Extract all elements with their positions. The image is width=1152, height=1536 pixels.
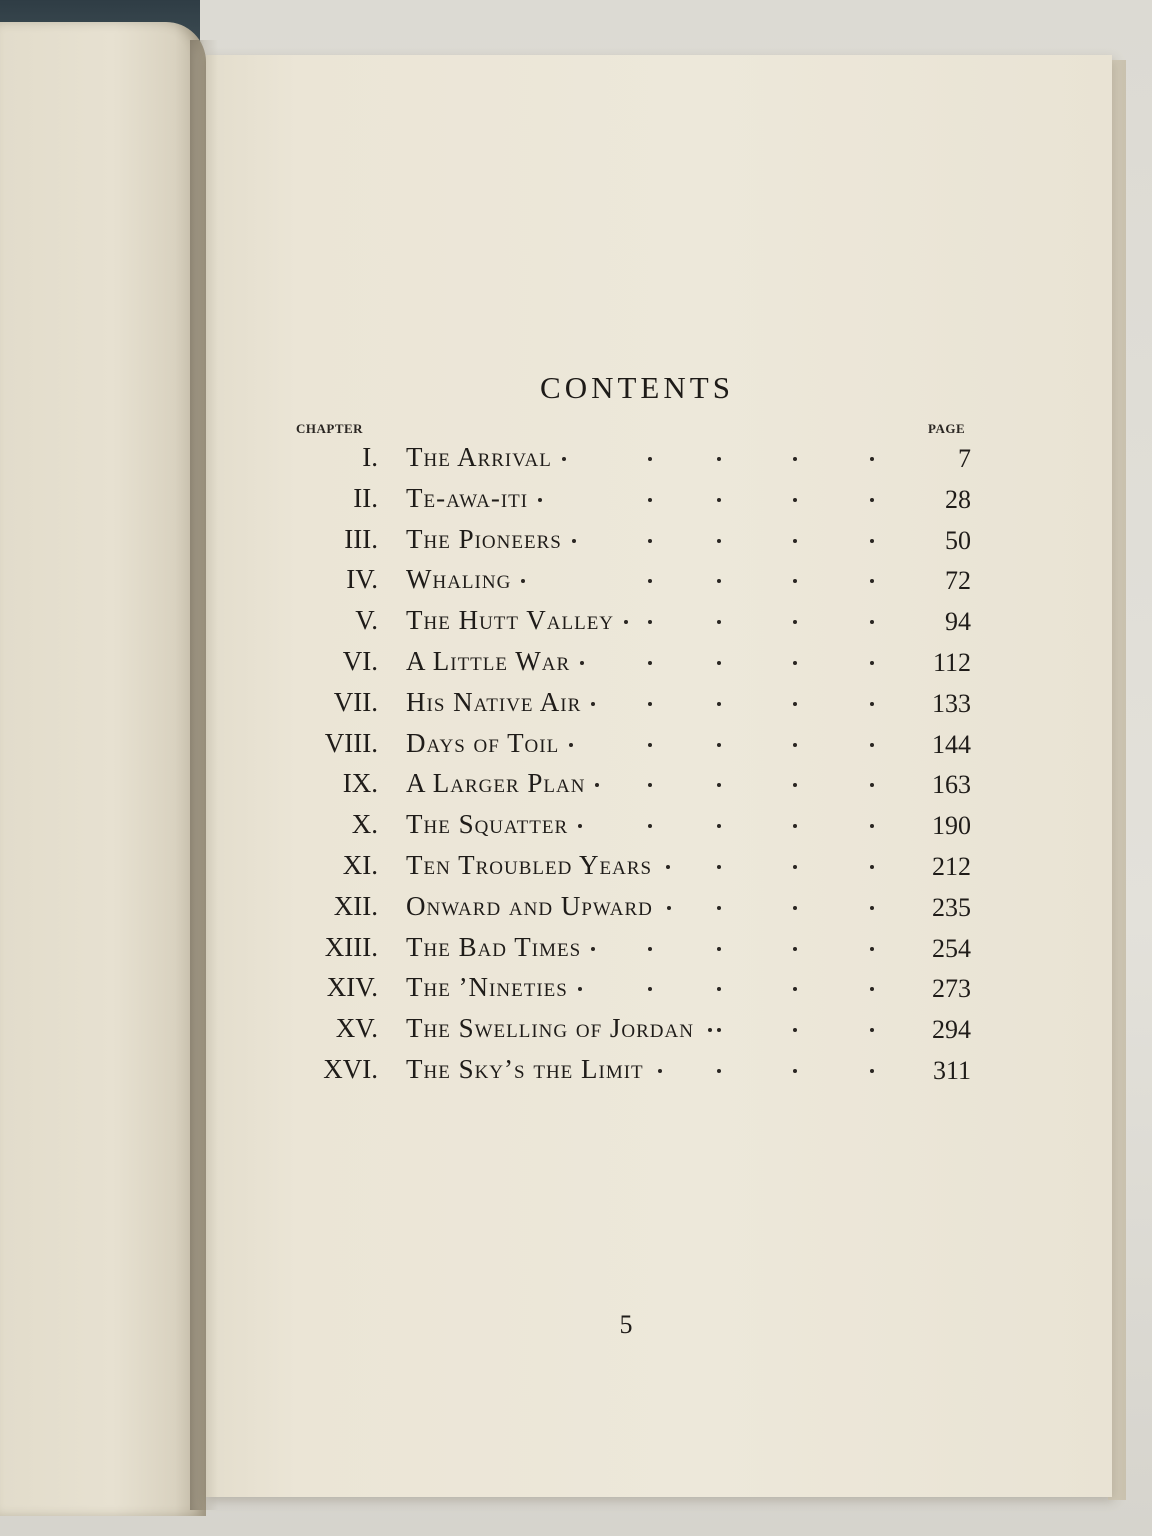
dot-leader — [717, 906, 721, 910]
dot-leader — [717, 783, 721, 787]
dot-leader — [667, 906, 671, 910]
chapter-title: The Squatter — [406, 809, 569, 840]
chapter-title: A Little War — [406, 645, 571, 676]
chapter-page: 50 — [945, 525, 971, 555]
chapter-title: Onward and Upward — [406, 890, 653, 921]
dot-leader — [569, 743, 573, 747]
dot-leader — [870, 620, 874, 624]
dot-leader — [870, 702, 874, 706]
chapter-page: 94 — [945, 607, 971, 637]
toc-entry — [0, 724, 1152, 765]
dot-leader — [793, 947, 797, 951]
chapter-page: 7 — [958, 444, 971, 473]
chapter-number: II. — [353, 482, 378, 513]
toc-entry — [0, 846, 1152, 887]
toc-entry — [0, 805, 1152, 846]
dot-leader — [648, 457, 652, 461]
toc-entry — [0, 1009, 1152, 1050]
dot-leader — [870, 661, 874, 665]
dot-leader — [870, 906, 874, 910]
dot-leader — [717, 824, 721, 828]
dot-leader — [870, 457, 874, 461]
chapter-title: Ten Troubled Years — [406, 849, 653, 880]
chapter-title: Days of Toil — [406, 727, 560, 758]
dot-leader — [624, 620, 628, 624]
dot-leader — [793, 824, 797, 828]
toc-entry — [0, 438, 1152, 479]
dot-leader — [717, 743, 721, 747]
chapter-number: XII. — [333, 890, 378, 921]
dot-leader — [591, 947, 595, 951]
toc-entry — [0, 479, 1152, 520]
chapter-title: The Hutt Valley — [406, 605, 615, 636]
toc-entry — [0, 601, 1152, 642]
dot-leader — [658, 1069, 662, 1073]
chapter-title: A Larger Plan — [406, 768, 586, 799]
chapter-page: 28 — [945, 484, 971, 514]
toc-entry — [0, 683, 1152, 724]
chapter-number: IX. — [342, 768, 378, 799]
chapter-page: 190 — [932, 811, 971, 841]
dot-leader — [870, 865, 874, 869]
dot-leader — [793, 783, 797, 787]
toc-entry — [0, 764, 1152, 805]
dot-leader — [793, 661, 797, 665]
chapter-page: 235 — [932, 892, 971, 922]
chapter-number: V. — [355, 605, 378, 636]
chapter-page: 311 — [932, 1055, 971, 1085]
chapter-number: I. — [362, 442, 378, 472]
dot-leader — [717, 620, 721, 624]
chapter-number: VIII. — [324, 727, 378, 758]
dot-leader — [870, 1028, 874, 1032]
toc-entry — [0, 642, 1152, 683]
chapter-number: XIII. — [324, 931, 378, 962]
dot-leader — [717, 661, 721, 665]
contents-title: CONTENTS — [540, 370, 734, 405]
toc-entry — [0, 928, 1152, 969]
toc-entry — [0, 968, 1152, 1009]
dot-leader — [648, 661, 652, 665]
dot-leader — [648, 539, 652, 543]
dot-leader — [595, 783, 599, 787]
chapter-number: XVI. — [323, 1053, 378, 1084]
chapter-page: 112 — [932, 647, 971, 677]
chapter-page: 212 — [932, 851, 971, 881]
chapter-title: The Pioneers — [406, 523, 562, 554]
dot-leader — [717, 498, 721, 502]
chapter-page: 133 — [932, 688, 971, 718]
dot-leader — [717, 1069, 721, 1073]
dot-leader — [717, 1028, 721, 1032]
dot-leader — [870, 1069, 874, 1073]
dot-leader — [793, 987, 797, 991]
dot-leader — [580, 661, 584, 665]
chapter-page: 72 — [945, 566, 971, 596]
dot-leader — [793, 620, 797, 624]
dot-leader — [717, 579, 721, 583]
dot-leader — [648, 783, 652, 787]
dot-leader — [793, 579, 797, 583]
dot-leader — [538, 498, 542, 502]
chapter-title: The Swelling of Jordan — [406, 1013, 694, 1044]
chapter-number: VII. — [333, 686, 378, 717]
dot-leader — [717, 457, 721, 461]
dot-leader — [648, 743, 652, 747]
dot-leader — [717, 947, 721, 951]
dot-leader — [870, 579, 874, 583]
dot-leader — [578, 987, 582, 991]
dot-leader — [793, 498, 797, 502]
dot-leader — [708, 1028, 712, 1032]
chapter-page: 273 — [932, 974, 971, 1004]
dot-leader — [793, 539, 797, 543]
dot-leader — [648, 824, 652, 828]
chapter-page: 144 — [932, 729, 971, 759]
dot-leader — [717, 702, 721, 706]
dot-leader — [793, 1069, 797, 1073]
chapter-title: The Arrival — [406, 442, 552, 472]
dot-leader — [648, 620, 652, 624]
chapter-number: X. — [351, 809, 378, 840]
dot-leader — [793, 865, 797, 869]
chapter-title: His Native Air — [406, 686, 582, 717]
chapter-number: IV. — [346, 564, 378, 595]
dot-leader — [648, 579, 652, 583]
dot-leader — [793, 457, 797, 461]
chapter-column-header: CHAPTER — [296, 421, 364, 436]
toc-entry — [0, 887, 1152, 928]
table-of-contents — [0, 438, 1152, 1091]
toc-entry — [0, 560, 1152, 601]
chapter-number: XI. — [342, 849, 378, 880]
dot-leader — [648, 498, 652, 502]
dot-leader — [562, 457, 566, 461]
page-column-header: PAGE — [928, 421, 966, 436]
dot-leader — [793, 743, 797, 747]
chapter-page: 254 — [932, 933, 971, 963]
dot-leader — [793, 1028, 797, 1032]
dot-leader — [591, 702, 595, 706]
dot-leader — [793, 702, 797, 706]
dot-leader — [666, 865, 670, 869]
chapter-page: 163 — [932, 770, 971, 800]
dot-leader — [870, 539, 874, 543]
dot-leader — [578, 824, 582, 828]
chapter-title: Whaling — [406, 564, 512, 595]
dot-leader — [648, 947, 652, 951]
dot-leader — [648, 702, 652, 706]
chapter-title: The Sky’s the Limit — [406, 1053, 644, 1084]
dot-leader — [870, 824, 874, 828]
dot-leader — [521, 579, 525, 583]
dot-leader — [572, 539, 576, 543]
chapter-page: 294 — [932, 1015, 971, 1045]
dot-leader — [870, 498, 874, 502]
chapter-title: Te-awa-iti — [406, 482, 529, 513]
chapter-number: XV. — [335, 1013, 378, 1044]
dot-leader — [717, 539, 721, 543]
toc-entry — [0, 1050, 1152, 1091]
chapter-number: III. — [344, 523, 378, 554]
page-number: 5 — [619, 1310, 633, 1339]
chapter-number: VI. — [342, 645, 378, 676]
dot-leader — [870, 987, 874, 991]
dot-leader — [648, 987, 652, 991]
toc-entry — [0, 520, 1152, 561]
dot-leader — [870, 743, 874, 747]
dot-leader — [717, 987, 721, 991]
dot-leader — [870, 947, 874, 951]
chapter-title: The Bad Times — [406, 931, 582, 962]
dot-leader — [793, 906, 797, 910]
chapter-number: XIV. — [326, 972, 378, 1003]
dot-leader — [717, 865, 721, 869]
chapter-title: The ’Nineties — [406, 972, 568, 1003]
dot-leader — [870, 783, 874, 787]
